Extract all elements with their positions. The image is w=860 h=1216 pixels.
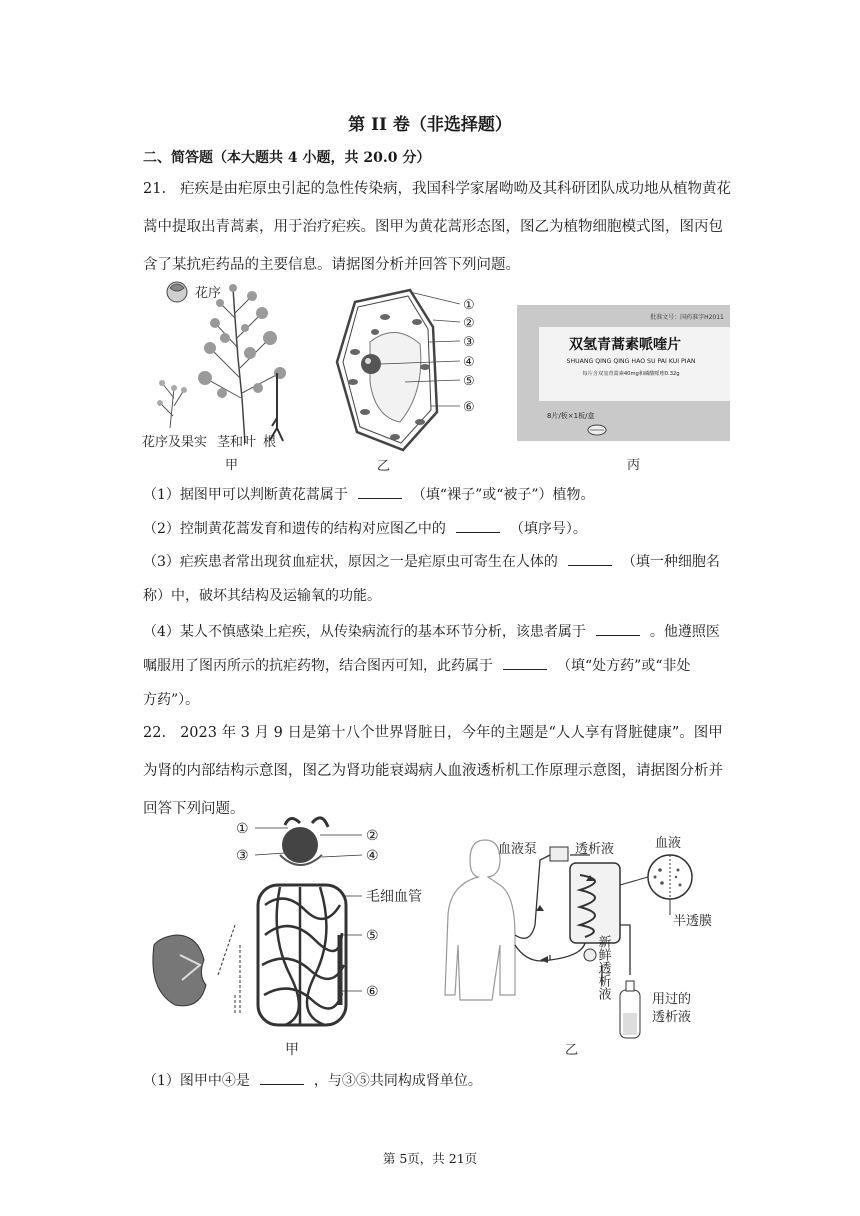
used-dialysate-label-2: 透析液 bbox=[652, 1010, 692, 1025]
page-title: 第 II 卷（非选择题） bbox=[348, 115, 512, 135]
q22-fig-jia-caption: 甲 bbox=[285, 1042, 299, 1058]
cell-label-4: ④ bbox=[463, 355, 475, 370]
cell-label-6: ⑥ bbox=[463, 400, 475, 415]
kidney-label-3: ③ bbox=[236, 848, 249, 864]
q21-figure-bing-drug-box bbox=[517, 305, 732, 475]
q21-sub3-text-a: （3）疟疾患者常出现贫血症状，原因之一是疟原虫可寄生在人体的 bbox=[143, 554, 558, 570]
used-dialysate-label-1: 用过的 bbox=[652, 992, 692, 1007]
flower-fruit-label: 花序及果实 bbox=[142, 435, 208, 450]
q21-sub3-text-b: （填一种细胞名 bbox=[621, 554, 720, 570]
q22-sub1-text-b: ，与③⑤共同构成肾单位。 bbox=[313, 1073, 482, 1089]
kidney-label-6: ⑥ bbox=[366, 984, 379, 1000]
fig-jia-caption: 甲 bbox=[225, 458, 239, 473]
q22-stem-line2: 为肾的内部结构示意图，图乙为肾功能衰竭病人血液透析机工作原理示意图，请据图分析并 bbox=[143, 763, 723, 779]
cell-label-3: ③ bbox=[463, 335, 475, 350]
root-label: 根 bbox=[263, 435, 277, 450]
answer-blank[interactable] bbox=[358, 484, 402, 499]
q22-stem-line1: 2023 年 3 月 9 日是第十八个世界肾脏日，今年的主题是“人人享有肾脏健康”。图甲 bbox=[180, 725, 723, 741]
approval-number: 批准文号：国药准字H2011 bbox=[650, 314, 724, 321]
q21-sub2-text-a: （2）控制黄花蒿发育和遗传的结构对应图乙中的 bbox=[143, 521, 446, 537]
membrane-label: 半透膜 bbox=[673, 914, 713, 929]
q21-number: 21. bbox=[143, 181, 167, 197]
q21-sub4-text-d: （填“处方药”或“非处 bbox=[557, 658, 691, 674]
q21-figure-yi-cell bbox=[325, 282, 490, 474]
q22-stem bbox=[143, 714, 748, 828]
q22-fig-yi-caption: 乙 bbox=[565, 1043, 579, 1058]
kidney-label-4: ④ bbox=[366, 848, 379, 864]
answer-blank[interactable] bbox=[260, 1070, 304, 1085]
page-footer: 第 5页，共 21页 bbox=[382, 1151, 478, 1166]
fig-bing-caption: 丙 bbox=[627, 458, 641, 473]
q21-sub2 bbox=[143, 518, 587, 538]
q21-stem-line2: 蒿中提取出青蒿素，用于治疗疟疾。图甲为黄花蒿形态图，图乙为植物细胞模式图，图丙包 bbox=[143, 219, 723, 235]
stem-leaf-label: 茎和叶 bbox=[217, 435, 257, 450]
capillary-label: 毛细血管 bbox=[366, 889, 422, 905]
cell-label-2: ② bbox=[463, 316, 475, 331]
answer-blank[interactable] bbox=[503, 655, 547, 670]
q21-sub3 bbox=[143, 551, 720, 571]
answer-blank[interactable] bbox=[596, 621, 640, 636]
q21-stem-line3: 含了某抗疟药品的主要信息。请据图分析并回答下列问题。 bbox=[143, 257, 520, 273]
q21-sub3-cont: 称）中，破坏其结构及运输氧的功能。 bbox=[143, 588, 381, 604]
drug-name: 双氢青蒿素哌喹片 bbox=[569, 337, 681, 353]
blood-pump-label: 血液泵 bbox=[498, 842, 538, 857]
q22-stem-line3: 回答下列问题。 bbox=[143, 801, 245, 817]
q21-sub4-text-c: 嘱服用了图丙所示的抗疟药物，结合图丙可知，此药属于 bbox=[143, 658, 493, 674]
drug-pinyin: SHUANG QING QING HAO SU PAI KUI PIAN bbox=[566, 358, 696, 365]
q21-sub1-text-b: （填“裸子”或“被子”）植物。 bbox=[411, 487, 595, 503]
kidney-label-2: ② bbox=[366, 828, 379, 844]
dialysate-label: 透析液 bbox=[575, 842, 615, 857]
q21-sub4-line2 bbox=[143, 655, 690, 675]
answer-blank[interactable] bbox=[568, 551, 612, 566]
q21-sub2-text-b: （填序号）。 bbox=[509, 521, 587, 537]
fresh-dialysate-label: 新鲜透析液 bbox=[595, 935, 611, 1000]
section-heading: 二、简答题（本大题共 4 小题，共 20.0 分） bbox=[143, 150, 431, 166]
blood-label: 血液 bbox=[655, 836, 682, 851]
q22-figure-yi-dialysis bbox=[440, 815, 740, 1060]
kidney-label-5: ⑤ bbox=[366, 928, 379, 944]
q21-sub1 bbox=[143, 484, 595, 504]
q21-sub4-text-a: （4）某人不慎感染上疟疾，从传染病流行的基本环节分析，该患者属于 bbox=[143, 624, 586, 640]
q21-stem bbox=[143, 170, 748, 284]
answer-blank[interactable] bbox=[456, 518, 500, 533]
q21-figure-jia-plant bbox=[140, 278, 320, 474]
drug-spec: 每片含双氢青蒿素40mg和磷酸哌喹0.32g bbox=[582, 371, 680, 377]
fig-yi-caption: 乙 bbox=[377, 459, 391, 474]
q22-sub1 bbox=[143, 1070, 482, 1090]
q21-stem-line1: 疟疾是由疟原虫引起的急性传染病，我国科学家屠呦呦及其科研团队成功地从植物黄花 bbox=[180, 181, 732, 197]
inflorescence-label: 花序 bbox=[195, 286, 222, 301]
cell-label-1: ① bbox=[463, 298, 475, 313]
q22-figure-jia-kidney bbox=[140, 815, 422, 1060]
q22-sub1-text-a: （1）图甲中④是 bbox=[143, 1073, 250, 1089]
q21-sub1-text-a: （1）据图甲可以判断黄花蒿属于 bbox=[143, 487, 348, 503]
kidney-label-1: ① bbox=[236, 821, 249, 837]
q21-sub4-line3: 方药”）。 bbox=[143, 692, 200, 708]
cell-label-5: ⑤ bbox=[463, 374, 475, 389]
q22-number: 22. bbox=[143, 725, 167, 741]
q21-sub4-text-b: 。他遵照医 bbox=[649, 624, 720, 640]
q21-sub4 bbox=[143, 621, 720, 641]
package-spec: 8片/板×1板/盒 bbox=[547, 412, 595, 420]
